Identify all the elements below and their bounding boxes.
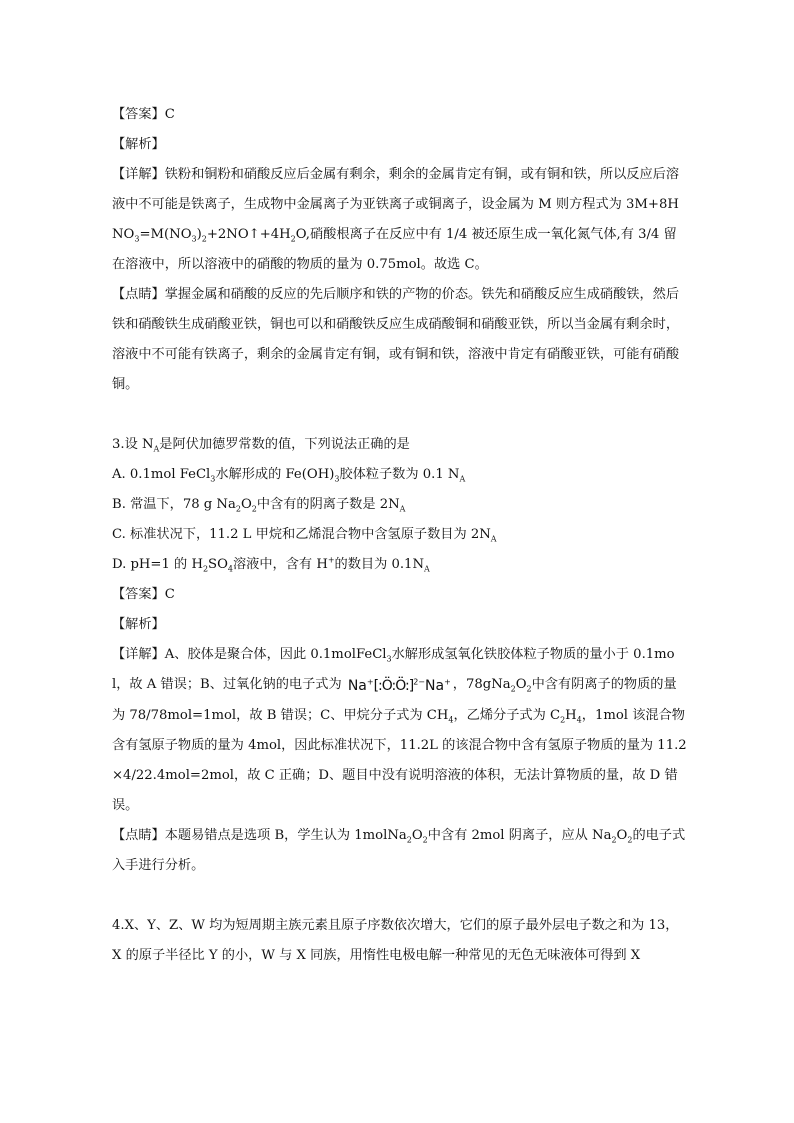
option-text: C. 标准状况下，11.2 L 甲烷和乙烯混合物中含氢原子数目为 2N (112, 527, 491, 542)
option-text: 中含有的阴离子数是 2N (256, 497, 400, 512)
subscript: 2 (251, 504, 257, 514)
subscript: 2 (611, 835, 617, 845)
subscript: 2 (422, 835, 428, 845)
option-c (112, 520, 687, 550)
superscript: + (444, 677, 451, 687)
formula-na: Na (347, 678, 367, 694)
subscript: A (153, 444, 160, 454)
subscript: 4 (227, 564, 233, 574)
option-d (112, 550, 687, 580)
option-a (112, 460, 687, 490)
key-point-1 (112, 280, 687, 400)
detail-text: O,硝酸根离子在反应中有 1/4 被还原生成一氧化氮气体,有 3/4 留在溶液中，所以溶液中的硝酸的物质的量为 0.75mol。故选 C。 (112, 227, 677, 272)
subscript: 3 (191, 234, 197, 244)
question-3 (112, 430, 687, 460)
subscript: A (423, 564, 430, 574)
subscript: 2 (290, 234, 296, 244)
formula-na: Na (425, 678, 445, 694)
superscript: 2− (413, 677, 426, 687)
subscript: 3 (386, 654, 392, 664)
detail-text: ，78gNa (452, 677, 511, 692)
option-text: A. 0.1mol FeCl (112, 467, 211, 482)
subscript: 3 (134, 234, 140, 244)
detail-text: 铁粉和铜粉和硝酸反应后金属有剩余，剩余的金属肯定有铜，或有铜和铁，所以反应后溶液中不可能是铁离子，生成物中金属离子为亚铁离子或铜离子，设金属为 M 则方程式为 3M+8HNO (112, 167, 680, 242)
subscript: 2 (202, 564, 209, 574)
option-b (112, 490, 687, 520)
detail-text: O (515, 677, 527, 692)
detail-text: A、胶体是聚合体，因此 0.1molFeCl (164, 647, 387, 662)
detail-2 (112, 640, 687, 821)
answer-value: C (164, 587, 175, 602)
detail-label: 【详解】 (112, 647, 165, 662)
subscript: A (490, 534, 497, 544)
subscript: 4 (576, 715, 582, 725)
analysis-label-2 (112, 610, 687, 640)
detail-text: ，乙烯分子式为 C (453, 708, 561, 723)
option-text: 的数目为 0.1N (334, 557, 424, 572)
option-text: B. 常温下，78 g Na (112, 497, 236, 512)
option-text: 胶体粒子数为 0.1 N (339, 467, 460, 482)
question-text: 3.设 N (112, 437, 154, 452)
key-point-text: 掌握金属和硝酸的反应的先后顺序和铁的产物的价态。铁先和硝酸反应生成硝酸铁，然后铁和硝酸铁生成硝酸亚铁，铜也可以和硝酸铁反应生成硝酸铜和硝酸亚铁，所以当金属有剩余时，溶液中不可能有铁离子，剩余的金属肯定有铜，或有铜和铁，溶液中肯定有硝酸亚铁，可能有硝酸铜。 (112, 287, 680, 392)
option-text: 水解形成的 Fe(OH) (215, 467, 335, 482)
key-point-label: 【点睛】 (112, 828, 165, 843)
analysis-label-1 (112, 130, 687, 160)
detail-label: 【详解】 (112, 167, 165, 182)
subscript: 4 (448, 715, 454, 725)
subscript: A (459, 474, 466, 484)
subscript: 2 (235, 504, 241, 514)
key-point-2 (112, 821, 687, 881)
key-point-text: 的电子式入手进行分析。 (112, 828, 686, 873)
subscript: A (399, 504, 406, 514)
detail-text: 中含有阴离子的物质的量为 78/78mol=1mol，故 B 错误；C、甲烷分子式为 CH (112, 677, 677, 723)
electron-formula (346, 671, 453, 701)
subscript: 3 (334, 474, 340, 484)
question-text: 4.X、Y、Z、W 均为短周期主族元素且原子序数依次增大，它们的原子最外层电子数之和为 13，X 的原子半径比 Y 的小，W 与 X 同族，用惰性电极电解一种常见的无色无味液体可得到 X (112, 918, 679, 963)
answer-2 (112, 580, 687, 610)
detail-text: +2NO↑+4H (206, 227, 291, 242)
option-text: 溶液中，含有 H (233, 557, 328, 572)
detail-text: H (565, 708, 577, 723)
subscript: 2 (201, 234, 207, 244)
answer-value: C (164, 107, 175, 122)
question-text: 是阿伏加德罗常数的值，下列说法正确的是 (159, 437, 410, 452)
analysis-label: 【解析】 (112, 137, 165, 152)
subscript: 2 (406, 835, 412, 845)
detail-text: =M(NO (139, 227, 192, 242)
answer-1 (112, 100, 687, 130)
question-4 (112, 911, 687, 971)
option-text: SO (208, 557, 228, 572)
key-point-text: 本题易错点是选项 B，学生认为 1molNa (164, 828, 407, 843)
subscript: 2 (526, 684, 532, 694)
answer-label: 【答案】 (112, 587, 165, 602)
key-point-label: 【点睛】 (112, 287, 165, 302)
detail-1 (112, 160, 687, 280)
analysis-label: 【解析】 (112, 617, 165, 632)
subscript: 3 (210, 474, 216, 484)
formula-peroxide: [:Ö:Ö:] (373, 678, 414, 694)
subscript: 2 (560, 715, 566, 725)
option-text: D. pH=1 的 H (112, 557, 203, 572)
option-text: O (240, 497, 252, 512)
subscript: 2 (627, 835, 633, 845)
detail-text: ) (196, 227, 202, 242)
answer-label: 【答案】 (112, 107, 165, 122)
key-point-text: O (411, 828, 423, 843)
subscript: 2 (510, 684, 516, 694)
detail-text: ，1mol 该混合物含有氢原子物质的量为 4mol，因此标准状况下，11.2L 的该混合物中含有氢原子物质的量为 11.2×4/22.4mol=2mol，故 C 正确；D、题目中没有说明溶液的体积，无法计算物质的量，故 D 错误。 (112, 708, 687, 813)
detail-text: 水解形成氢氧化铁胶体粒子物质的量小于 0.1mol，故 A 错误；B、过氧化钠的电子式为 (112, 647, 675, 692)
document-page (112, 100, 687, 971)
key-point-text: O (616, 828, 628, 843)
superscript: + (327, 555, 335, 565)
key-point-text: 中含有 2mol 阴离子，应从 Na (427, 828, 612, 843)
superscript: + (366, 677, 374, 687)
